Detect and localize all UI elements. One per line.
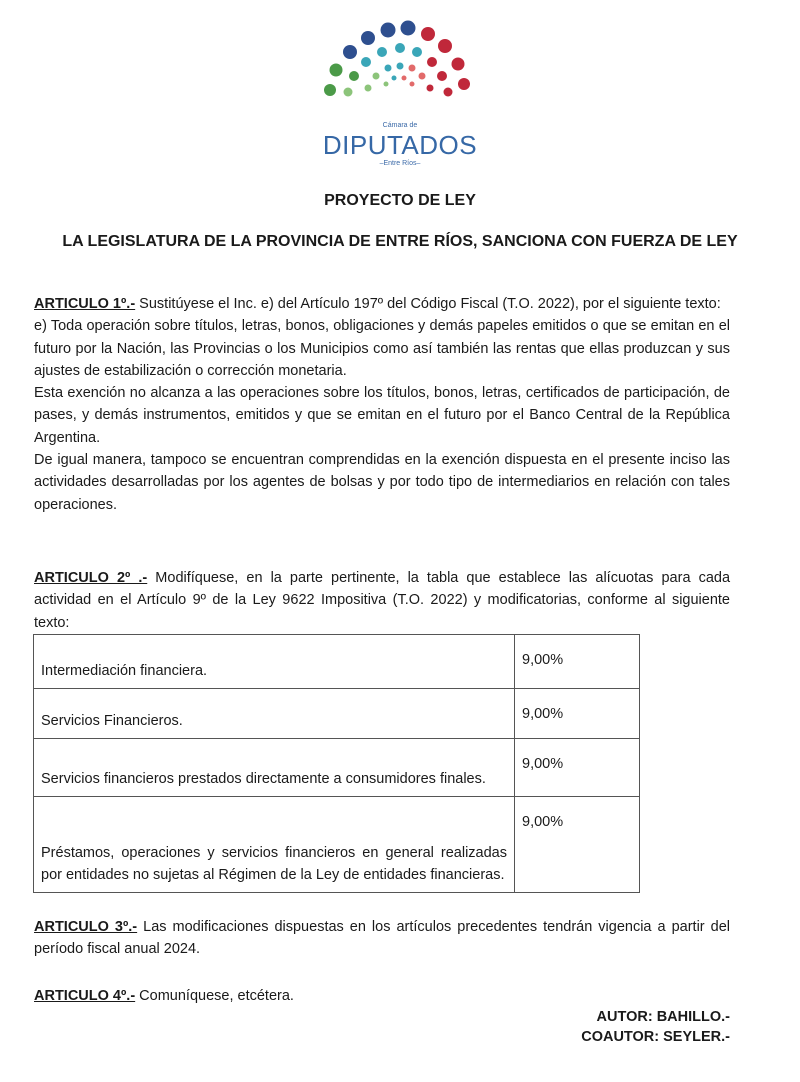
coauthor-signature: COAUTOR: SEYLER.-	[581, 1029, 730, 1045]
article-1-intro	[34, 293, 730, 315]
article-1-label: ARTICULO 1º.-	[34, 296, 136, 312]
chamber-logo	[300, 12, 500, 167]
article-1-paragraph: De igual manera, tampoco se encuentran comprendidas en la exención dispuesta en el presente inciso las actividades desarrolladas por los agentes de bolsas y por todo tipo de intermediarios en relación con tales operaciones.	[34, 452, 730, 513]
article-4-text: Comuníquese, etcétera.	[135, 988, 294, 1004]
article-1-paragraph: Esta exención no alcanza a las operaciones sobre los títulos, bonos, letras, certificados de participación, de pases, y demás instrumentos, emitidos y que se emitan en el futuro por el Banco Central de la República Argentina.	[34, 385, 730, 446]
signatures	[581, 1007, 730, 1047]
table-row	[34, 689, 640, 739]
activity-cell: Servicios financieros prestados directamente a consumidores finales.	[34, 739, 515, 797]
article-4-label: ARTICULO 4º.-	[34, 988, 136, 1004]
rates-table	[33, 634, 640, 893]
article-3-label: ARTICULO 3º.-	[34, 919, 138, 935]
activity-cell: Intermediación financiera.	[34, 635, 515, 689]
article-3-text: Las modificaciones dispuestas en los artículos precedentes tendrán vigencia a partir del período fiscal anual 2024.	[34, 919, 730, 958]
document-title: PROYECTO DE LEY	[324, 192, 476, 209]
article-1	[34, 293, 730, 516]
article-2-label: ARTICULO 2º .-	[34, 570, 148, 586]
article-3	[34, 916, 730, 961]
rate-cell: 9,00%	[515, 689, 640, 739]
article-4	[34, 985, 730, 1007]
dots-arc-icon	[300, 12, 500, 122]
rate-cell: 9,00%	[515, 635, 640, 689]
activity-cell: Servicios Financieros.	[34, 689, 515, 739]
article-2	[34, 567, 730, 634]
rate-cell: 9,00%	[515, 739, 640, 797]
table-row	[34, 797, 640, 893]
author-signature: AUTOR: BAHILLO.-	[596, 1009, 730, 1025]
article-1-paragraph: e) Toda operación sobre títulos, letras, bonos, obligaciones y demás papeles emitidos o que se emitan en el futuro por la Nación, las Provincias o los Municipios como así también las rentas que ellas produzcan y sus ajustes de estabilización o corrección monetaria.	[34, 318, 730, 379]
table-row	[34, 635, 640, 689]
rate-cell: 9,00%	[515, 797, 640, 893]
activity-cell: Préstamos, operaciones y servicios financieros en general realizadas por entidades no sujetas al Régimen de la Ley de entidades financieras.	[34, 797, 515, 893]
logo-small-text: Cámara de	[382, 122, 418, 129]
document-subtitle: LA LEGISLATURA DE LA PROVINCIA DE ENTRE RÍOS, SANCIONA CON FUERZA DE LEY	[62, 233, 738, 250]
article-1-intro-text: Sustitúyese el Inc. e) del Artículo 197º del Código Fiscal (T.O. 2022), por el siguiente texto:	[135, 296, 721, 312]
logo-main-text: DIPUTADOS	[322, 130, 478, 160]
article-2-text: Modifíquese, en la parte pertinente, la tabla que establece las alícuotas para cada actividad en el Artículo 9º de la Ley 9622 Impositiva (T.O. 2022) y modificatorias, conforme al siguiente texto:	[34, 570, 731, 631]
logo-region-text: –Entre Ríos–	[379, 160, 421, 167]
table-row	[34, 739, 640, 797]
